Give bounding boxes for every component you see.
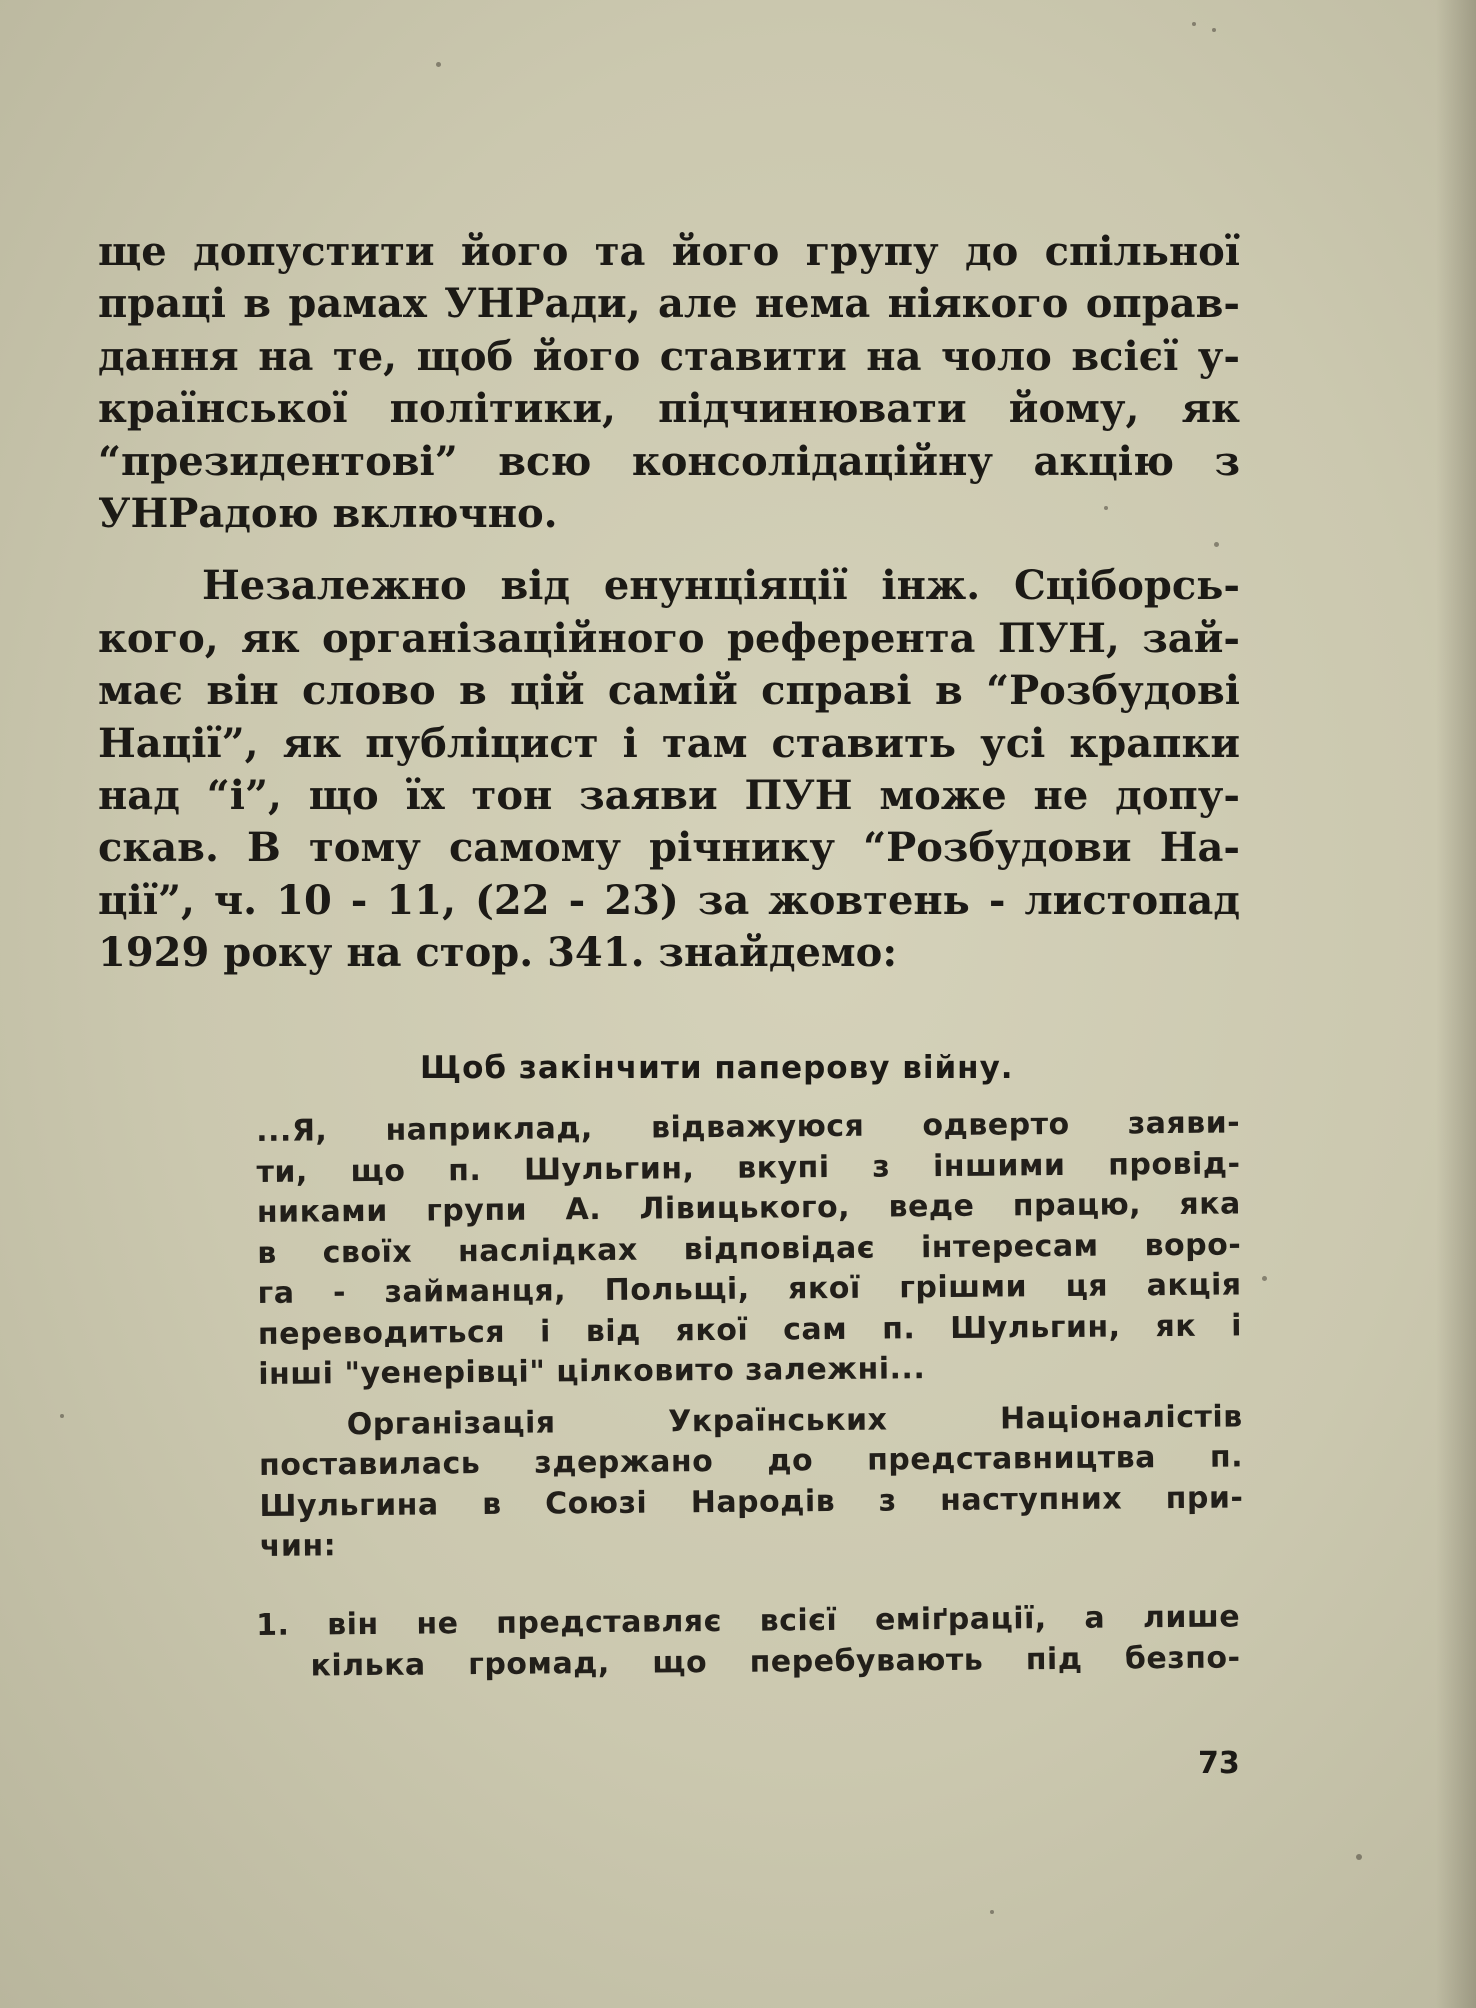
text-line: “президентові” всю консолідаційну акцію з [98, 437, 1240, 485]
text-line: над “і”, що їх тон заяви ПУН може не допу- [98, 771, 1240, 819]
paper-speck [1104, 506, 1108, 510]
quote-line: поставилась здержано до представництва п. [258, 1439, 1244, 1483]
list-item-continuation: кількa громад, що перебувають під безпо- [310, 1639, 1241, 1684]
quote-line: га - займанця, Польщі, якої грішми ця акція [257, 1267, 1242, 1311]
text-line: УНРадою включно. [98, 489, 558, 537]
paper-speck [1356, 1854, 1362, 1860]
paper-speck [1192, 22, 1196, 26]
paper-speck [1262, 1276, 1267, 1281]
list-item: 1. він не представляє всієї еміґрації, а лише [256, 1599, 1241, 1643]
quote-line: інші "уенерівці" цілковито залежні... [258, 1351, 926, 1392]
text-line: праці в рамах УНРади, але нема ніякого оправ- [98, 280, 1240, 328]
paragraph-gap [98, 540, 1240, 560]
quote-line: ти, що п. Шульгин, вкупі з іншими провід- [256, 1145, 1241, 1190]
text-line: Незалежно від енунціяції інж. Сціборсь- [202, 562, 1240, 610]
numbered-list [256, 1597, 1241, 1687]
text-line: кого, як організаційного референта ПУН, зай- [98, 614, 1240, 662]
section-title: Щоб закінчити паперову війну. [420, 1050, 1014, 1086]
text-line: ції”, ч. 10 - 11, (22 - 23) за жовтень - листопад [98, 876, 1240, 924]
text-line: скав. В тому самому річнику “Розбудови На- [98, 824, 1240, 872]
text-line: країнської політики, підчинювати йому, як [98, 385, 1240, 433]
text-line: Нації”, як публіцист і там ставить усі крапки [98, 719, 1240, 767]
quote-line: никами групи А. Лівицького, веде працю, яка [256, 1186, 1241, 1230]
text-line: має він слово в цій самій справі в “Розбудові [98, 667, 1240, 715]
quote-line: в своїх наслідках відповідає інтересам воро- [257, 1226, 1242, 1271]
quote-line: переводиться і від якої сам п. Шульгин, як і [257, 1307, 1243, 1352]
paper-speck [1212, 28, 1216, 32]
paper-speck [60, 1414, 64, 1418]
paper-speck [990, 1910, 994, 1914]
quote-line: ...Я, наприклад, відважуюся одверто заяви- [256, 1105, 1241, 1149]
text-line: 1929 року на стор. 341. знайдемо: [98, 929, 898, 977]
text-line: дання на те, щоб його ставити на чоло всієї у- [98, 332, 1240, 380]
paper-speck [436, 62, 441, 67]
paper-speck [1214, 542, 1219, 547]
quoted-text-block [256, 1103, 1244, 1567]
quote-line: чин: [259, 1528, 337, 1564]
quote-line: Шульгина в Союзі Народів з наступних при- [259, 1479, 1244, 1524]
quote-line: Організація Українських Націоналістів [346, 1398, 1243, 1442]
text-line: ще допустити його та його групу до спільної [98, 228, 1240, 275]
main-text-block [98, 226, 1240, 979]
page-number: 73 [1198, 1746, 1240, 1781]
